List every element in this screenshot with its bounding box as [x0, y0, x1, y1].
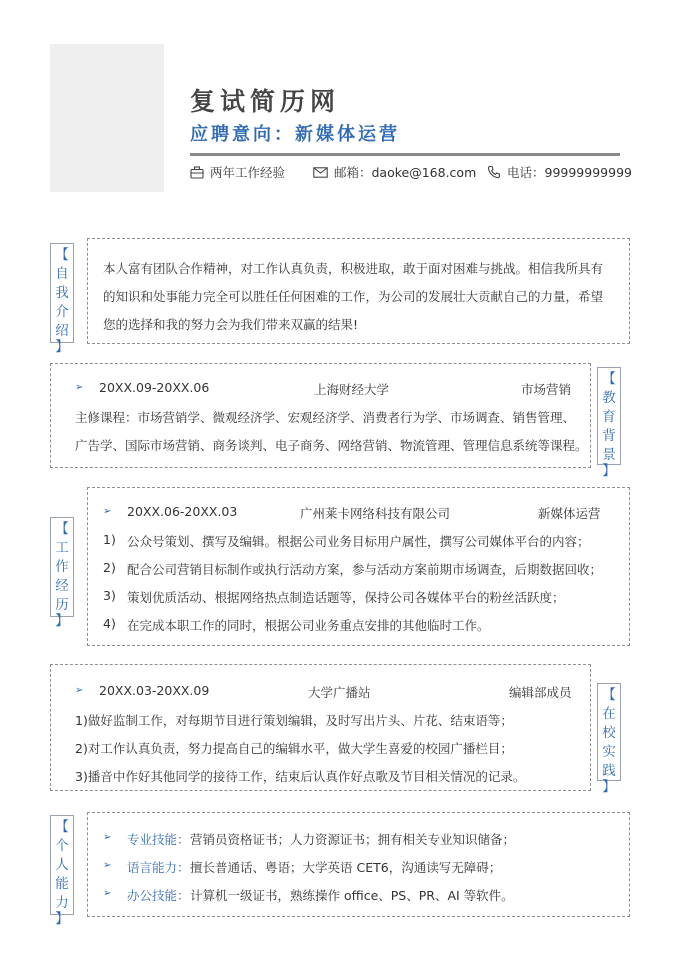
section-tab-campus: 【 在 校 实 践 】	[597, 683, 621, 781]
email-text[interactable]: 邮箱：daoke@168.com	[334, 165, 477, 180]
email-info	[313, 163, 476, 181]
education-school: 上海财经大学	[314, 382, 390, 397]
education-major: 市场营销	[521, 382, 572, 397]
bullet-arrow-icon: ➢	[75, 685, 84, 696]
experience-text: 两年工作经验	[210, 165, 286, 180]
header-divider	[190, 153, 620, 156]
phone-icon	[487, 165, 501, 179]
campus-date: 20XX.03-20XX.09	[99, 683, 210, 698]
mail-icon	[313, 167, 328, 178]
bullet-arrow-icon: ➢	[103, 832, 112, 843]
briefcase-icon	[190, 166, 204, 179]
campus-org: 大学广播站	[308, 685, 371, 700]
work-item-text: 在完成本职工作的同时，根据公司业务重点安排的其他临时工作。	[127, 618, 490, 633]
campus-role: 编辑部成员	[509, 685, 572, 700]
work-item-number: 2)	[103, 560, 116, 575]
campus-item: 3)播音中作好其他同学的接待工作，结束后认真作好点歌及节目相关情况的记录。	[75, 769, 526, 784]
work-item-number: 1)	[103, 532, 116, 547]
work-company: 广州莱卡网络科技有限公司	[300, 506, 451, 521]
education-courses-line: 广告学、国际市场营销、商务谈判、电子商务、网络营销、物流管理、管理信息系统等课程。	[75, 438, 588, 453]
work-date: 20XX.06-20XX.03	[127, 504, 238, 519]
bullet-arrow-icon: ➢	[75, 382, 84, 393]
work-item-text: 配合公司营销目标制作或执行活动方案，参与活动方案前期市场调查，后期数据回收；	[127, 562, 603, 577]
self-intro-line: 本人富有团队合作精神，对工作认真负责，积极进取，敢于面对困难与挑战。相信我所具有	[103, 261, 604, 276]
skill-text: 计算机一级证书，熟练操作 office、PS、PR、AI 等软件。	[190, 888, 514, 903]
phone-text[interactable]: 电话：99999999999	[507, 165, 632, 180]
self-intro-line: 的知识和处事能力完全可以胜任任何困难的工作，为公司的发展壮大贡献自己的力量，希望	[103, 289, 604, 304]
work-item-number: 4)	[103, 616, 116, 631]
bullet-arrow-icon: ➢	[103, 506, 112, 517]
work-item-text: 策划优质活动、根据网络热点制造话题等，保持公司各媒体平台的粉丝活跃度；	[127, 590, 565, 605]
skill-text: 擅长普通话、粤语；大学英语 CET6，沟通读写无障碍；	[190, 860, 502, 875]
work-role: 新媒体运营	[538, 506, 601, 521]
campus-item: 2)对工作认真负责，努力提高自己的编辑水平，做大学生喜爱的校园广播栏目；	[75, 741, 513, 756]
work-item-text: 公众号策划、撰写及编辑。根据公司业务目标用户属性，撰写公司媒体平台的内容；	[127, 534, 590, 549]
section-tab-skills: 【 个 人 能 力 】	[50, 815, 74, 915]
section-tab-education: 【 教 育 背 景 】	[597, 367, 621, 465]
skill-label: 语言能力：	[127, 860, 190, 875]
candidate-name: 复试简历网	[190, 87, 341, 116]
work-item-number: 3)	[103, 588, 116, 603]
skill-label: 专业技能：	[127, 832, 190, 847]
phone-info	[487, 163, 632, 181]
bullet-arrow-icon: ➢	[103, 860, 112, 871]
self-intro-line: 您的选择和我的努力会为我们带来双赢的结果!	[103, 317, 359, 332]
job-intent: 应聘意向：新媒体运营	[190, 124, 400, 145]
education-courses-line: 主修课程：市场营销学、微观经济学、宏观经济学、消费者行为学、市场调查、销售管理、	[75, 410, 576, 425]
campus-item: 1)做好监制工作，对每期节目进行策划编辑，及时写出片头、片花、结束语等；	[75, 713, 513, 728]
skill-text: 营销员资格证书；人力资源证书；拥有相关专业知识储备；	[190, 832, 516, 847]
section-tab-self-intro: 【 自 我 介 绍 】	[50, 243, 74, 343]
profile-photo-placeholder	[50, 44, 164, 192]
education-date: 20XX.09-20XX.06	[99, 380, 210, 395]
skill-label: 办公技能：	[127, 888, 190, 903]
bullet-arrow-icon: ➢	[103, 888, 112, 899]
section-tab-work: 【 工 作 经 历 】	[50, 517, 74, 617]
experience-info	[190, 163, 285, 181]
